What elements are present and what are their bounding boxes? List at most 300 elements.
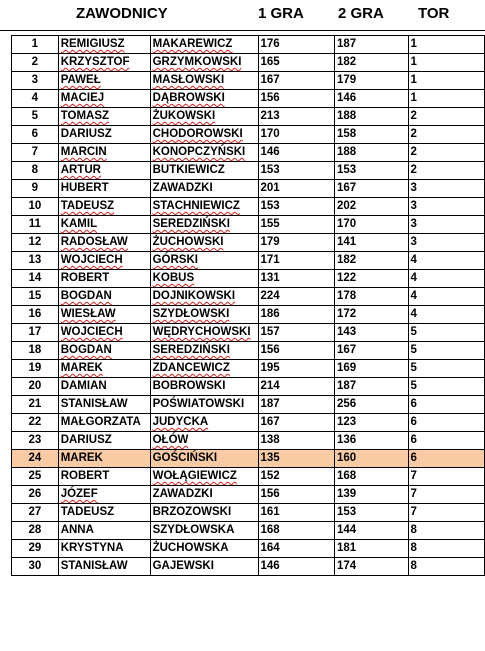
- last-name: MAKAREWICZ: [152, 38, 233, 50]
- row-number-cell[interactable]: [12, 252, 59, 270]
- first-name: ARTUR: [60, 164, 101, 176]
- game-2-score: 153: [337, 164, 357, 176]
- game-1-score-cell[interactable]: [258, 108, 335, 126]
- first-name: MARCIN: [60, 146, 107, 158]
- last-name-cell[interactable]: [150, 90, 258, 108]
- game-2-score-cell[interactable]: [335, 36, 409, 54]
- lane-number-cell[interactable]: [408, 234, 484, 252]
- last-name-cell[interactable]: [150, 144, 258, 162]
- first-name-cell[interactable]: [58, 486, 150, 504]
- game-2-score-cell[interactable]: [335, 162, 409, 180]
- lane-number: 8: [410, 560, 417, 572]
- first-name-cell[interactable]: [58, 342, 150, 360]
- last-name-cell[interactable]: [150, 108, 258, 126]
- last-name: SEREDZIŃSKI: [152, 344, 230, 356]
- game-1-score-cell[interactable]: [258, 54, 335, 72]
- first-name: WOJCIECH: [60, 254, 123, 266]
- row-number-cell[interactable]: [12, 90, 59, 108]
- last-name-cell[interactable]: [150, 126, 258, 144]
- last-name-cell[interactable]: [150, 72, 258, 90]
- game-1-score-cell[interactable]: [258, 306, 335, 324]
- last-name: CHODOROWSKI: [152, 128, 243, 140]
- lane-number-cell[interactable]: [408, 450, 484, 468]
- last-name-cell[interactable]: [150, 450, 258, 468]
- table-row: [12, 396, 485, 414]
- last-name-cell[interactable]: [150, 486, 258, 504]
- last-name: GRZYMKOWSKI: [152, 56, 242, 68]
- row-number: 9: [31, 182, 39, 194]
- row-number-cell[interactable]: [12, 162, 59, 180]
- lane-number: 1: [410, 74, 417, 86]
- row-number-cell[interactable]: [12, 144, 59, 162]
- game-2-score-cell[interactable]: [335, 54, 409, 72]
- game-2-score: 188: [337, 110, 357, 122]
- game-2-score-cell[interactable]: [335, 558, 409, 576]
- first-name-cell[interactable]: [58, 234, 150, 252]
- game-1-score: 167: [260, 416, 280, 428]
- lane-number: 5: [410, 344, 417, 356]
- row-number: 2: [31, 56, 39, 68]
- lane-number-cell[interactable]: [408, 468, 484, 486]
- row-number: 24: [28, 452, 42, 464]
- last-name: OŁÓW: [152, 434, 189, 446]
- game-2-score: 179: [337, 74, 357, 86]
- header-players: ZAWODNICY: [76, 5, 168, 22]
- last-name-cell[interactable]: [150, 396, 258, 414]
- table-row: [12, 54, 485, 72]
- game-1-score-cell[interactable]: [258, 234, 335, 252]
- game-2-score-cell[interactable]: [335, 126, 409, 144]
- game-2-score-cell[interactable]: [335, 360, 409, 378]
- row-number: 4: [31, 92, 39, 104]
- game-2-score-cell[interactable]: [335, 306, 409, 324]
- game-2-score: 153: [337, 506, 357, 518]
- table-row: [12, 72, 485, 90]
- row-number-cell[interactable]: [12, 180, 59, 198]
- lane-number-cell[interactable]: [408, 504, 484, 522]
- game-2-score-cell[interactable]: [335, 378, 409, 396]
- game-1-score-cell[interactable]: [258, 216, 335, 234]
- row-number-cell[interactable]: [12, 126, 59, 144]
- table-row: [12, 108, 485, 126]
- last-name-cell[interactable]: [150, 522, 258, 540]
- last-name: BRZOZOWSKI: [152, 506, 232, 518]
- game-2-score-cell[interactable]: [335, 396, 409, 414]
- first-name: ROBERT: [60, 470, 110, 482]
- row-number-cell[interactable]: [12, 468, 59, 486]
- game-1-score: 213: [260, 110, 280, 122]
- game-1-score-cell[interactable]: [258, 450, 335, 468]
- first-name-cell[interactable]: [58, 432, 150, 450]
- game-2-score: 174: [337, 560, 357, 572]
- row-number-cell[interactable]: [12, 324, 59, 342]
- last-name-cell[interactable]: [150, 414, 258, 432]
- game-1-score: 165: [260, 56, 280, 68]
- game-2-score-cell[interactable]: [335, 540, 409, 558]
- lane-number-cell[interactable]: [408, 558, 484, 576]
- lane-number: 7: [410, 488, 417, 500]
- lane-number: 7: [410, 470, 417, 482]
- lane-number-cell[interactable]: [408, 108, 484, 126]
- first-name-cell[interactable]: [58, 414, 150, 432]
- row-number-cell[interactable]: [12, 234, 59, 252]
- last-name-cell[interactable]: [150, 432, 258, 450]
- last-name-cell[interactable]: [150, 504, 258, 522]
- table-row: [12, 126, 485, 144]
- row-number-cell[interactable]: [12, 360, 59, 378]
- lane-number: 2: [410, 146, 417, 158]
- last-name: SZYDŁOWSKI: [152, 308, 230, 320]
- table-row: [12, 486, 485, 504]
- first-name: KAMIL: [60, 218, 98, 230]
- game-1-score-cell[interactable]: [258, 468, 335, 486]
- first-name-cell[interactable]: [58, 162, 150, 180]
- last-name-cell[interactable]: [150, 558, 258, 576]
- first-name-cell[interactable]: [58, 180, 150, 198]
- last-name: ŻUCHOWSKA: [152, 542, 229, 554]
- lane-number-cell[interactable]: [408, 270, 484, 288]
- first-name: MACIEJ: [60, 92, 105, 104]
- lane-number-cell[interactable]: [408, 306, 484, 324]
- last-name-cell[interactable]: [150, 288, 258, 306]
- game-2-score: 167: [337, 182, 357, 194]
- row-number-cell[interactable]: [12, 504, 59, 522]
- lane-number-cell[interactable]: [408, 540, 484, 558]
- first-name-cell[interactable]: [58, 270, 150, 288]
- lane-number: 8: [410, 542, 417, 554]
- row-number-cell[interactable]: [12, 558, 59, 576]
- row-number: 3: [31, 74, 39, 86]
- game-1-score-cell[interactable]: [258, 180, 335, 198]
- game-2-score: 170: [337, 218, 357, 230]
- first-name-cell[interactable]: [58, 144, 150, 162]
- game-2-score: 139: [337, 488, 357, 500]
- first-name-cell[interactable]: [58, 504, 150, 522]
- last-name: STACHNIEWICZ: [152, 200, 240, 212]
- game-2-score: 187: [337, 380, 357, 392]
- last-name-cell[interactable]: [150, 324, 258, 342]
- game-1-score: 186: [260, 308, 280, 320]
- row-number-cell[interactable]: [12, 378, 59, 396]
- table-row: [12, 378, 485, 396]
- row-number: 10: [28, 200, 42, 212]
- first-name: MAREK: [60, 362, 103, 374]
- row-number-cell[interactable]: [12, 270, 59, 288]
- first-name-cell[interactable]: [58, 198, 150, 216]
- game-1-score: 155: [260, 218, 280, 230]
- game-2-score-cell[interactable]: [335, 468, 409, 486]
- row-number-cell[interactable]: [12, 540, 59, 558]
- lane-number-cell[interactable]: [408, 288, 484, 306]
- lane-number-cell[interactable]: [408, 396, 484, 414]
- lane-number-cell[interactable]: [408, 342, 484, 360]
- header-divider: [0, 30, 485, 31]
- table-row: [12, 216, 485, 234]
- first-name-cell[interactable]: [58, 216, 150, 234]
- lane-number-cell[interactable]: [408, 54, 484, 72]
- row-number: 8: [31, 164, 39, 176]
- game-2-score-cell[interactable]: [335, 90, 409, 108]
- game-1-score-cell[interactable]: [258, 540, 335, 558]
- header-lane: TOR: [418, 5, 450, 22]
- first-name-cell[interactable]: [58, 540, 150, 558]
- first-name: DARIUSZ: [60, 434, 112, 446]
- first-name: TOMASZ: [60, 110, 110, 122]
- table-row: [12, 414, 485, 432]
- game-1-score: 224: [260, 290, 280, 302]
- lane-number-cell[interactable]: [408, 216, 484, 234]
- table-row: [12, 90, 485, 108]
- lane-number: 3: [410, 236, 417, 248]
- game-2-score-cell[interactable]: [335, 270, 409, 288]
- game-2-score-cell[interactable]: [335, 414, 409, 432]
- first-name: MAREK: [60, 452, 103, 464]
- row-number: 12: [28, 236, 42, 248]
- row-number: 29: [28, 542, 42, 554]
- table-row: [12, 306, 485, 324]
- game-1-score-cell[interactable]: [258, 522, 335, 540]
- first-name-cell[interactable]: [58, 288, 150, 306]
- lane-number-cell[interactable]: [408, 324, 484, 342]
- game-2-score-cell[interactable]: [335, 108, 409, 126]
- lane-number: 3: [410, 218, 417, 230]
- lane-number: 4: [410, 254, 417, 266]
- table-row: [12, 180, 485, 198]
- row-number-cell[interactable]: [12, 522, 59, 540]
- last-name-cell[interactable]: [150, 234, 258, 252]
- last-name: ŻUKOWSKI: [152, 110, 216, 122]
- last-name-cell[interactable]: [150, 342, 258, 360]
- game-1-score: 156: [260, 344, 280, 356]
- row-number: 13: [28, 254, 42, 266]
- first-name-cell[interactable]: [58, 54, 150, 72]
- lane-number-cell[interactable]: [408, 378, 484, 396]
- lane-number-cell[interactable]: [408, 144, 484, 162]
- game-2-score-cell[interactable]: [335, 486, 409, 504]
- row-number-cell[interactable]: [12, 342, 59, 360]
- first-name-cell[interactable]: [58, 396, 150, 414]
- header-game-1: 1 GRA: [258, 5, 304, 22]
- game-1-score: 168: [260, 524, 280, 536]
- game-2-score: 188: [337, 146, 357, 158]
- first-name: BOGDAN: [60, 344, 112, 356]
- first-name-cell[interactable]: [58, 36, 150, 54]
- row-number-cell[interactable]: [12, 396, 59, 414]
- table-header: [0, 0, 485, 32]
- game-1-score-cell[interactable]: [258, 36, 335, 54]
- row-number-cell[interactable]: [12, 486, 59, 504]
- game-1-score: 157: [260, 326, 280, 338]
- table-row: [12, 144, 485, 162]
- last-name-cell[interactable]: [150, 252, 258, 270]
- game-2-score-cell[interactable]: [335, 216, 409, 234]
- game-2-score: 202: [337, 200, 357, 212]
- last-name-cell[interactable]: [150, 180, 258, 198]
- row-number-cell[interactable]: [12, 72, 59, 90]
- game-2-score-cell[interactable]: [335, 342, 409, 360]
- row-number-cell[interactable]: [12, 414, 59, 432]
- game-2-score-cell[interactable]: [335, 324, 409, 342]
- game-1-score: 171: [260, 254, 280, 266]
- first-name: TADEUSZ: [60, 200, 115, 212]
- last-name-cell[interactable]: [150, 360, 258, 378]
- game-1-score-cell[interactable]: [258, 396, 335, 414]
- table-row: [12, 342, 485, 360]
- row-number-cell[interactable]: [12, 198, 59, 216]
- first-name-cell[interactable]: [58, 108, 150, 126]
- game-1-score-cell[interactable]: [258, 558, 335, 576]
- first-name-cell[interactable]: [58, 90, 150, 108]
- first-name-cell[interactable]: [58, 252, 150, 270]
- game-1-score-cell[interactable]: [258, 252, 335, 270]
- last-name: GAJEWSKI: [152, 560, 214, 572]
- game-1-score-cell[interactable]: [258, 270, 335, 288]
- row-number-cell[interactable]: [12, 36, 59, 54]
- game-1-score-cell[interactable]: [258, 72, 335, 90]
- first-name: JÓZEF: [60, 488, 98, 500]
- game-2-score: 160: [337, 452, 357, 464]
- game-1-score-cell[interactable]: [258, 378, 335, 396]
- row-number: 26: [28, 488, 42, 500]
- lane-number-cell[interactable]: [408, 72, 484, 90]
- last-name-cell[interactable]: [150, 198, 258, 216]
- game-2-score-cell[interactable]: [335, 432, 409, 450]
- game-1-score-cell[interactable]: [258, 324, 335, 342]
- lane-number-cell[interactable]: [408, 198, 484, 216]
- row-number: 15: [28, 290, 42, 302]
- game-2-score: 144: [337, 524, 357, 536]
- last-name: GOŚCIŃSKI: [152, 452, 218, 464]
- lane-number-cell[interactable]: [408, 162, 484, 180]
- game-2-score-cell[interactable]: [335, 522, 409, 540]
- game-1-score-cell[interactable]: [258, 342, 335, 360]
- game-1-score: 152: [260, 470, 280, 482]
- first-name: DAMIAN: [60, 380, 107, 392]
- row-number: 7: [31, 146, 39, 158]
- game-2-score-cell[interactable]: [335, 234, 409, 252]
- game-1-score-cell[interactable]: [258, 360, 335, 378]
- table-row: [12, 558, 485, 576]
- first-name-cell[interactable]: [58, 72, 150, 90]
- game-2-score-cell[interactable]: [335, 180, 409, 198]
- table-row: [12, 288, 485, 306]
- row-number-cell[interactable]: [12, 108, 59, 126]
- row-number-cell[interactable]: [12, 450, 59, 468]
- last-name-cell[interactable]: [150, 216, 258, 234]
- first-name-cell[interactable]: [58, 378, 150, 396]
- lane-number: 7: [410, 506, 417, 518]
- last-name-cell[interactable]: [150, 378, 258, 396]
- game-1-score-cell[interactable]: [258, 198, 335, 216]
- game-1-score: 161: [260, 506, 280, 518]
- row-number-cell[interactable]: [12, 288, 59, 306]
- last-name: ZAWADZKI: [152, 488, 213, 500]
- lane-number-cell[interactable]: [408, 180, 484, 198]
- table-row: [12, 432, 485, 450]
- game-2-score-cell[interactable]: [335, 198, 409, 216]
- last-name-cell[interactable]: [150, 54, 258, 72]
- game-1-score-cell[interactable]: [258, 144, 335, 162]
- game-1-score-cell[interactable]: [258, 90, 335, 108]
- game-1-score-cell[interactable]: [258, 288, 335, 306]
- lane-number: 6: [410, 398, 417, 410]
- first-name-cell[interactable]: [58, 306, 150, 324]
- row-number-cell[interactable]: [12, 306, 59, 324]
- row-number: 28: [28, 524, 42, 536]
- game-2-score-cell[interactable]: [335, 288, 409, 306]
- game-1-score: 153: [260, 200, 280, 212]
- first-name-cell[interactable]: [58, 450, 150, 468]
- game-2-score: 182: [337, 56, 357, 68]
- table-row: [12, 252, 485, 270]
- row-number: 16: [28, 308, 42, 320]
- table-row: [12, 234, 485, 252]
- players-table: [11, 35, 485, 576]
- last-name-cell[interactable]: [150, 540, 258, 558]
- game-1-score-cell[interactable]: [258, 486, 335, 504]
- last-name-cell[interactable]: [150, 270, 258, 288]
- lane-number-cell[interactable]: [408, 432, 484, 450]
- first-name-cell[interactable]: [58, 522, 150, 540]
- lane-number-cell[interactable]: [408, 486, 484, 504]
- game-1-score: 138: [260, 434, 280, 446]
- table-row: [12, 540, 485, 558]
- game-1-score-cell[interactable]: [258, 504, 335, 522]
- lane-number-cell[interactable]: [408, 126, 484, 144]
- row-number-cell[interactable]: [12, 216, 59, 234]
- last-name-cell[interactable]: [150, 162, 258, 180]
- row-number-cell[interactable]: [12, 432, 59, 450]
- game-2-score-cell[interactable]: [335, 504, 409, 522]
- lane-number-cell[interactable]: [408, 360, 484, 378]
- row-number: 20: [28, 380, 42, 392]
- game-1-score: 179: [260, 236, 280, 248]
- last-name: GÓRSKI: [152, 254, 198, 266]
- first-name-cell[interactable]: [58, 324, 150, 342]
- last-name-cell[interactable]: [150, 468, 258, 486]
- lane-number-cell[interactable]: [408, 252, 484, 270]
- game-1-score-cell[interactable]: [258, 414, 335, 432]
- last-name-cell[interactable]: [150, 36, 258, 54]
- lane-number-cell[interactable]: [408, 36, 484, 54]
- lane-number-cell[interactable]: [408, 90, 484, 108]
- game-2-score-cell[interactable]: [335, 450, 409, 468]
- game-1-score-cell[interactable]: [258, 432, 335, 450]
- game-2-score-cell[interactable]: [335, 252, 409, 270]
- row-number-cell[interactable]: [12, 54, 59, 72]
- first-name-cell[interactable]: [58, 468, 150, 486]
- lane-number: 8: [410, 524, 417, 536]
- game-2-score-cell[interactable]: [335, 72, 409, 90]
- first-name-cell[interactable]: [58, 126, 150, 144]
- first-name-cell[interactable]: [58, 360, 150, 378]
- lane-number: 3: [410, 200, 417, 212]
- last-name: ŻUCHOWSKI: [152, 236, 224, 248]
- last-name-cell[interactable]: [150, 306, 258, 324]
- first-name-cell[interactable]: [58, 558, 150, 576]
- row-number: 17: [28, 326, 42, 338]
- game-1-score: 156: [260, 92, 280, 104]
- lane-number-cell[interactable]: [408, 522, 484, 540]
- table-row: [12, 504, 485, 522]
- lane-number: 6: [410, 416, 417, 428]
- game-1-score-cell[interactable]: [258, 162, 335, 180]
- game-2-score: 169: [337, 362, 357, 374]
- game-1-score-cell[interactable]: [258, 126, 335, 144]
- lane-number-cell[interactable]: [408, 414, 484, 432]
- game-1-score: 187: [260, 398, 280, 410]
- game-2-score-cell[interactable]: [335, 144, 409, 162]
